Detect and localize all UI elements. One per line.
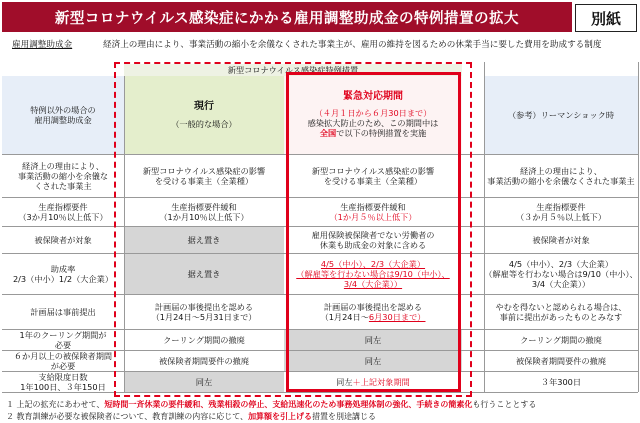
special-measures-band: 新型コロナウイルス感染症特例措置 (124, 64, 462, 76)
header-current-title: 現行 (194, 100, 214, 112)
cell-line: 3/4（大企業）） (343, 279, 403, 290)
cell-line: 同左 (336, 376, 353, 387)
table-cell (484, 372, 638, 392)
cell-line: 事業活動の縮小を余儀な (17, 170, 109, 181)
table-cell (2, 198, 124, 226)
cell-line: 3/4（大企業）） (531, 279, 591, 290)
cell-line: 生産指標要件緩和 (340, 201, 406, 212)
footnote-2 (6, 411, 376, 422)
header-emergency-line: で以下の特例措置を実施 (336, 128, 427, 139)
attachment-tag: 別紙 (575, 4, 637, 32)
row-divider (2, 294, 638, 295)
column-divider (124, 76, 125, 392)
cell-line: 2/3（中小）1/2（大企業） (12, 274, 114, 284)
table-cell (484, 330, 638, 350)
table-cell (2, 254, 124, 294)
row-divider (2, 350, 638, 351)
cell-line: やむを得ないと認められる場合は、 (495, 301, 627, 312)
page-title: 新型コロナウイルス感染症にかかる雇用調整助成金の特例措置の拡大 (2, 2, 572, 32)
cell-line: 据え置き (187, 268, 221, 279)
cell-line: 支給限度日数 (38, 372, 88, 382)
header-reference-label: （参考）リーマンショック時 (507, 109, 615, 120)
cell-line: 生産指標要件緩和 (171, 201, 237, 212)
cell-line: （3か月10％以上低下） (18, 212, 108, 222)
cell-line: 休業も助成金の対象に含める (319, 240, 427, 250)
table-cell (284, 155, 462, 197)
table-cell (484, 351, 638, 371)
cell-line: 4/5（中小）、2/3（大企業） (320, 258, 426, 269)
cell-line: 同左 (195, 376, 213, 387)
cell-line: 生産指標要件 (38, 201, 88, 212)
header-emergency-title: 緊急対応期間 (343, 91, 403, 103)
row-divider (2, 253, 638, 254)
cell-line: 同左 (364, 355, 382, 366)
footnote-text: も行うこととする (472, 400, 537, 409)
footnote-text: １ 上記の拡充にあわせて、 (6, 400, 105, 409)
table-cell (484, 295, 638, 329)
table-cell (124, 198, 284, 226)
cell-line: 計画届は事前提出 (30, 306, 96, 317)
cell-line: ３年300日 (540, 376, 582, 387)
table-cell (2, 295, 124, 329)
table-cell (124, 295, 284, 329)
table-cell (124, 227, 284, 253)
table-cell (124, 155, 284, 197)
table-cell (284, 198, 462, 226)
table-cell (284, 227, 462, 253)
cell-line: 生産指標要件 (536, 201, 586, 212)
row-divider (2, 154, 638, 155)
cell-line: 新型コロナウイルス感染症の影響 (311, 165, 435, 176)
header-reference (484, 76, 638, 154)
intro-label: 雇用調整助成金 (12, 40, 73, 50)
table-cell (2, 372, 124, 392)
cell-line: 被保険者が対象 (532, 234, 590, 245)
cell-line-highlight: ＋上記対象期間 (352, 376, 410, 387)
footnote-highlight: 加算額を引上げる (248, 412, 313, 421)
header-emergency-period: （４月１日から６月30日まで） (314, 107, 432, 118)
header-regular-case (2, 76, 124, 154)
row-divider (2, 226, 638, 227)
cell-line: （1か月10％以上低下） (159, 212, 249, 222)
row-divider (2, 371, 638, 372)
header-emergency-line: 感染拡大防止のため、この期間中は (307, 118, 439, 129)
cell-line: （３か月５％以上低下） (515, 212, 607, 222)
table-cell (2, 351, 124, 371)
column-divider (638, 62, 639, 392)
cell-line: （1月24日～ (320, 312, 369, 322)
table-cell (2, 227, 124, 253)
cell-line: 被保険者期間要件の撤廃 (515, 355, 607, 366)
header-emergency (284, 76, 462, 154)
table-cell (284, 351, 462, 371)
table-cell (284, 295, 462, 329)
cell-line: が必要 (50, 361, 76, 371)
table-cell (2, 330, 124, 350)
cell-line: （1月24日～5月31日まで） (151, 312, 257, 322)
cell-line: 事前に提出があったものとみなす (499, 312, 623, 322)
cell-line: を受ける事業主（全業種） (154, 176, 254, 186)
table-cell (484, 254, 638, 294)
footnote-highlight: 短時間一斉休業の要件緩和、残業相殺の停止、支給迅速化のため事務処理体制の強化、手続きの簡素化 (104, 400, 473, 409)
cell-line: （解雇等を行わない場合は9/10（中小）、 (484, 268, 638, 279)
column-divider (484, 62, 485, 392)
cell-line: クーリング期間の撤廃 (163, 334, 245, 345)
cell-line: （解雇等を行わない場合は9/10（中小）、 (296, 268, 450, 279)
footnote-text: ２ 教育訓練が必要な被保険者について、教育訓練の内容に応じて、 (6, 412, 249, 421)
row-divider (2, 392, 638, 393)
table-cell (124, 351, 284, 371)
table-cell (484, 198, 638, 226)
cell-line: 被保険者が対象 (34, 234, 92, 245)
header-regular-line: 特例以外の場合の (30, 104, 96, 115)
cell-line-highlight: 6月30日まで） (368, 312, 426, 322)
cell-line: 助成率 (50, 263, 76, 274)
cell-line: 1年100日、３年150日 (20, 382, 106, 392)
cell-line: 計画届の事後提出を認める (154, 301, 254, 312)
cell-line: 1年のクーリング期間が (19, 330, 107, 340)
table-cell (484, 155, 638, 197)
cell-line: 新型コロナウイルス感染症の影響 (142, 165, 266, 176)
row-divider (2, 329, 638, 330)
cell-line: 据え置き (187, 234, 221, 245)
header-regular-line: 雇用調整助成金 (34, 115, 92, 125)
cell-line: 経済上の理由により、 (22, 160, 104, 171)
table-cell (124, 254, 284, 294)
footnote-1 (6, 399, 536, 410)
table-cell (124, 330, 284, 350)
cell-line: 必要 (54, 340, 72, 350)
table-cell (124, 372, 284, 392)
cell-line: 同左 (364, 334, 382, 345)
table-cell (2, 155, 124, 197)
cell-line: （1か月５％以上低下） (329, 212, 417, 222)
table-cell (284, 330, 462, 350)
header-current (124, 76, 284, 154)
cell-line: クーリング期間の撤廃 (520, 334, 602, 345)
cell-line: 雇用保険被保険者でない労働者の (311, 229, 435, 240)
footnote-text: 措置を別途講じる (312, 412, 377, 421)
cell-line: 被保険者期間要件の撤廃 (158, 355, 250, 366)
header-emergency-nationwide: 全国 (319, 128, 337, 139)
cell-line: くされた事業主 (34, 181, 92, 192)
cell-line: 計画届の事後提出を認める (323, 301, 423, 312)
table-cell (284, 372, 462, 392)
cell-line: 事業活動の縮小を余儀なくされた事業主 (487, 176, 635, 186)
row-divider (2, 197, 638, 198)
cell-line: 経済上の理由により、 (520, 165, 602, 176)
cell-line: ６か月以上の被保険者期間 (13, 351, 113, 361)
intro-text: 経済上の理由により、事業活動の縮小を余儀なくされた事業主が、雇用の維持を図るための休業手当に要した費用を助成する制度 (103, 40, 602, 50)
header-current-sub: （一般的な場合） (171, 119, 237, 130)
table-cell (284, 254, 462, 294)
cell-line: 4/5（中小）、2/3（大企業） (508, 258, 614, 269)
cell-line: を受ける事業主（全業種） (323, 176, 423, 186)
table-cell (484, 227, 638, 253)
